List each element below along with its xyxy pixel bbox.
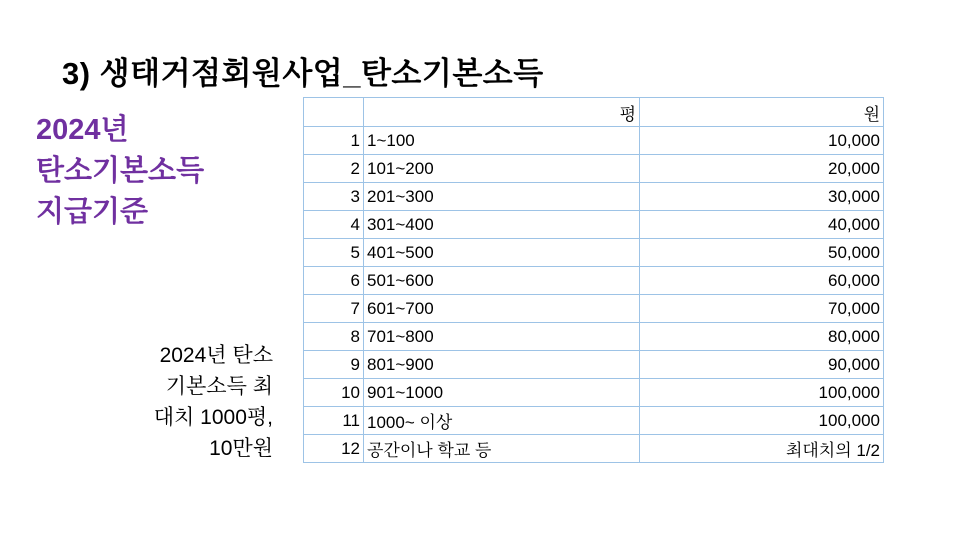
table-row (304, 183, 884, 211)
cell-pyeong-range: 601~700 (364, 295, 640, 323)
cell-pyeong-range: 201~300 (364, 183, 640, 211)
cell-no: 1 (304, 127, 364, 155)
cell-amount: 100,000 (640, 407, 884, 435)
cell-amount: 100,000 (640, 379, 884, 407)
cell-no: 8 (304, 323, 364, 351)
table-row (304, 435, 884, 463)
side-heading-line: 지급기준 (36, 196, 149, 228)
cell-no: 3 (304, 183, 364, 211)
side-note-line: 대치 1000평, (153, 406, 273, 429)
cell-no: 4 (304, 211, 364, 239)
cell-amount: 10,000 (640, 127, 884, 155)
cell-no: 6 (304, 267, 364, 295)
side-heading-line: 2024년 (36, 114, 129, 146)
table-row (304, 351, 884, 379)
cell-no: 7 (304, 295, 364, 323)
cell-pyeong-range: 901~1000 (364, 379, 640, 407)
cell-amount: 20,000 (640, 155, 884, 183)
cell-amount: 80,000 (640, 323, 884, 351)
header-cell-pyeong: 평 (364, 98, 640, 127)
cell-no: 9 (304, 351, 364, 379)
cell-amount: 50,000 (640, 239, 884, 267)
table-row (304, 407, 884, 435)
cell-amount: 30,000 (640, 183, 884, 211)
side-note-line: 10만원 (209, 437, 273, 460)
cell-pyeong-range: 공간이나 학교 등 (364, 435, 640, 463)
table-row (304, 379, 884, 407)
cell-amount: 최대치의 1/2 (640, 435, 884, 463)
cell-no: 11 (304, 407, 364, 435)
side-note-line: 기본소득 최 (165, 375, 273, 398)
cell-pyeong-range: 1000~ 이상 (364, 407, 640, 435)
table-row (304, 295, 884, 323)
cell-amount: 40,000 (640, 211, 884, 239)
table-row (304, 155, 884, 183)
cell-pyeong-range: 701~800 (364, 323, 640, 351)
cell-pyeong-range: 801~900 (364, 351, 640, 379)
payment-table (303, 97, 884, 463)
side-heading-line: 탄소기본소득 (36, 155, 205, 187)
side-heading (36, 110, 204, 233)
table-row (304, 211, 884, 239)
cell-amount: 70,000 (640, 295, 884, 323)
cell-pyeong-range: 401~500 (364, 239, 640, 267)
cell-no: 5 (304, 239, 364, 267)
cell-pyeong-range: 1~100 (364, 127, 640, 155)
cell-no: 10 (304, 379, 364, 407)
header-cell-won: 원 (640, 98, 884, 127)
cell-pyeong-range: 101~200 (364, 155, 640, 183)
slide-title: 3) 생태거점회원사업_탄소기본소득 (62, 56, 544, 91)
cell-no: 12 (304, 435, 364, 463)
cell-pyeong-range: 301~400 (364, 211, 640, 239)
cell-amount: 90,000 (640, 351, 884, 379)
table-row (304, 323, 884, 351)
cell-no: 2 (304, 155, 364, 183)
table-row (304, 127, 884, 155)
table-header-row (304, 98, 884, 127)
cell-pyeong-range: 501~600 (364, 267, 640, 295)
header-cell-no (304, 98, 364, 127)
table-row (304, 239, 884, 267)
side-note-line: 2024년 탄소 (159, 344, 273, 367)
side-note (154, 340, 273, 464)
table-row (304, 267, 884, 295)
cell-amount: 60,000 (640, 267, 884, 295)
